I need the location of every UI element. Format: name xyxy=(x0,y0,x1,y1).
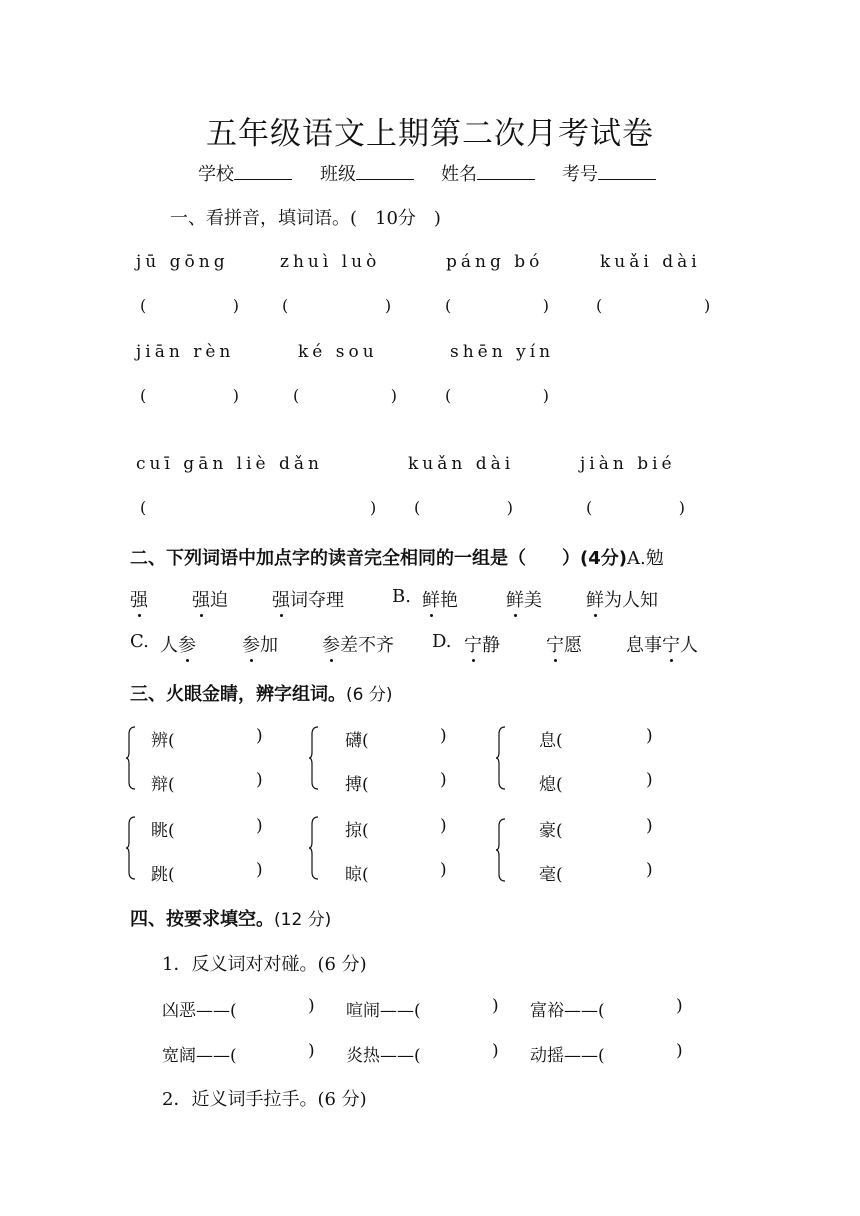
name-label: 姓名 xyxy=(441,164,477,185)
pinyin-9: kuǎn dài xyxy=(408,454,515,474)
answer-blank[interactable]: ( ) xyxy=(596,296,711,315)
school-field[interactable] xyxy=(198,160,292,186)
group5-char1[interactable]: 掠( ) xyxy=(345,816,447,841)
answer-blank[interactable]: ( ) xyxy=(140,498,377,517)
option-a-word3: 强词夺理 xyxy=(272,586,344,612)
group5-char2[interactable]: 晾( ) xyxy=(345,860,447,885)
name-field[interactable] xyxy=(441,160,535,186)
option-a-word1-prefix: 勉 xyxy=(645,548,664,569)
class-label: 班级 xyxy=(320,164,356,185)
answer-blank[interactable]: ( ) xyxy=(293,386,398,405)
option-d-word3: 息事宁人 xyxy=(626,631,698,657)
group4-char1[interactable]: 眺( ) xyxy=(151,816,263,841)
option-a-line: 强 xyxy=(130,586,148,612)
antonym-2[interactable]: 喧闹——( ) xyxy=(346,996,499,1021)
brace-icon xyxy=(126,816,136,880)
answer-blank[interactable]: ( ) xyxy=(282,296,392,315)
option-a-label: A. xyxy=(626,548,646,569)
option-d-word2: 宁愿 xyxy=(546,631,582,657)
group4-char2[interactable]: 跳( ) xyxy=(151,860,263,885)
option-c-word2: 参加 xyxy=(242,631,278,657)
pinyin-1: jū gōng xyxy=(136,252,229,272)
antonym-5[interactable]: 炎热——( ) xyxy=(346,1041,499,1066)
answer-blank[interactable]: ( ) xyxy=(445,386,550,405)
brace-icon xyxy=(496,726,506,790)
section3-heading: 三、火眼金睛，辨字组词。(6 分) xyxy=(130,684,393,705)
pinyin-7: shēn yín xyxy=(450,342,555,362)
group3-char2[interactable]: 熄( ) xyxy=(539,770,653,795)
class-field[interactable] xyxy=(320,160,414,186)
pinyin-2: zhuì luò xyxy=(280,252,381,272)
group1-char1[interactable]: 辨( ) xyxy=(151,726,263,751)
option-c-word1: 人参 xyxy=(160,631,196,657)
pinyin-5: jiān rèn xyxy=(136,342,235,362)
antonym-3[interactable]: 富裕——( ) xyxy=(530,996,683,1021)
answer-blank[interactable]: ( ) xyxy=(445,296,550,315)
option-b-word3: 鲜为人知 xyxy=(586,586,658,612)
group6-char2[interactable]: 毫( ) xyxy=(539,860,653,885)
option-c-label: C. xyxy=(130,631,149,652)
number-label: 考号 xyxy=(562,164,598,185)
section4-heading: 四、按要求填空。(12 分) xyxy=(130,909,332,930)
option-d-word1: 宁静 xyxy=(464,631,500,657)
pinyin-8: cuī gān liè dǎn xyxy=(136,454,323,474)
antonym-6[interactable]: 动摇——( ) xyxy=(530,1041,683,1066)
brace-icon xyxy=(126,726,136,790)
pinyin-6: ké sou xyxy=(298,342,378,362)
answer-blank[interactable]: ( ) xyxy=(586,498,685,517)
group1-char2[interactable]: 辩( ) xyxy=(151,770,263,795)
group2-char2[interactable]: 搏( ) xyxy=(345,770,447,795)
brace-icon xyxy=(309,726,319,790)
pinyin-3: páng bó xyxy=(446,252,544,272)
answer-blank[interactable]: ( ) xyxy=(140,296,239,315)
answer-blank[interactable]: ( ) xyxy=(140,386,239,405)
sub2-heading: 2．近义词手拉手。(6 分) xyxy=(162,1089,367,1110)
option-d-label: D. xyxy=(432,631,452,652)
option-b-label: B. xyxy=(392,586,411,607)
pinyin-4: kuǎi dài xyxy=(600,252,701,272)
brace-icon xyxy=(309,816,319,880)
antonym-1[interactable]: 凶恶——( ) xyxy=(162,996,315,1021)
pinyin-10: jiàn bié xyxy=(580,454,676,474)
page-title: 五年级语文上期第二次月考试卷 xyxy=(206,116,654,152)
sub1-heading: 1．反义词对对碰。(6 分) xyxy=(162,954,367,975)
option-b-word2: 鲜美 xyxy=(506,586,542,612)
number-field[interactable] xyxy=(562,160,656,186)
group6-char1[interactable]: 豪( ) xyxy=(539,816,653,841)
school-label: 学校 xyxy=(198,164,234,185)
section1-heading: 一、看拼音，填词语。( 10分 ) xyxy=(170,208,441,229)
antonym-4[interactable]: 宽阔——( ) xyxy=(162,1041,315,1066)
section2-heading: 二、下列词语中加点字的读音完全相同的一组是（ ）(4分)A.勉 xyxy=(130,548,664,569)
answer-blank[interactable]: ( ) xyxy=(414,498,513,517)
brace-icon xyxy=(496,818,506,882)
option-b-word1: 鲜艳 xyxy=(422,586,458,612)
option-c-word3: 参差不齐 xyxy=(322,631,394,657)
option-a-word2: 强迫 xyxy=(192,586,228,612)
group3-char1[interactable]: 息( ) xyxy=(539,726,653,751)
group2-char1[interactable]: 礴( ) xyxy=(345,726,447,751)
